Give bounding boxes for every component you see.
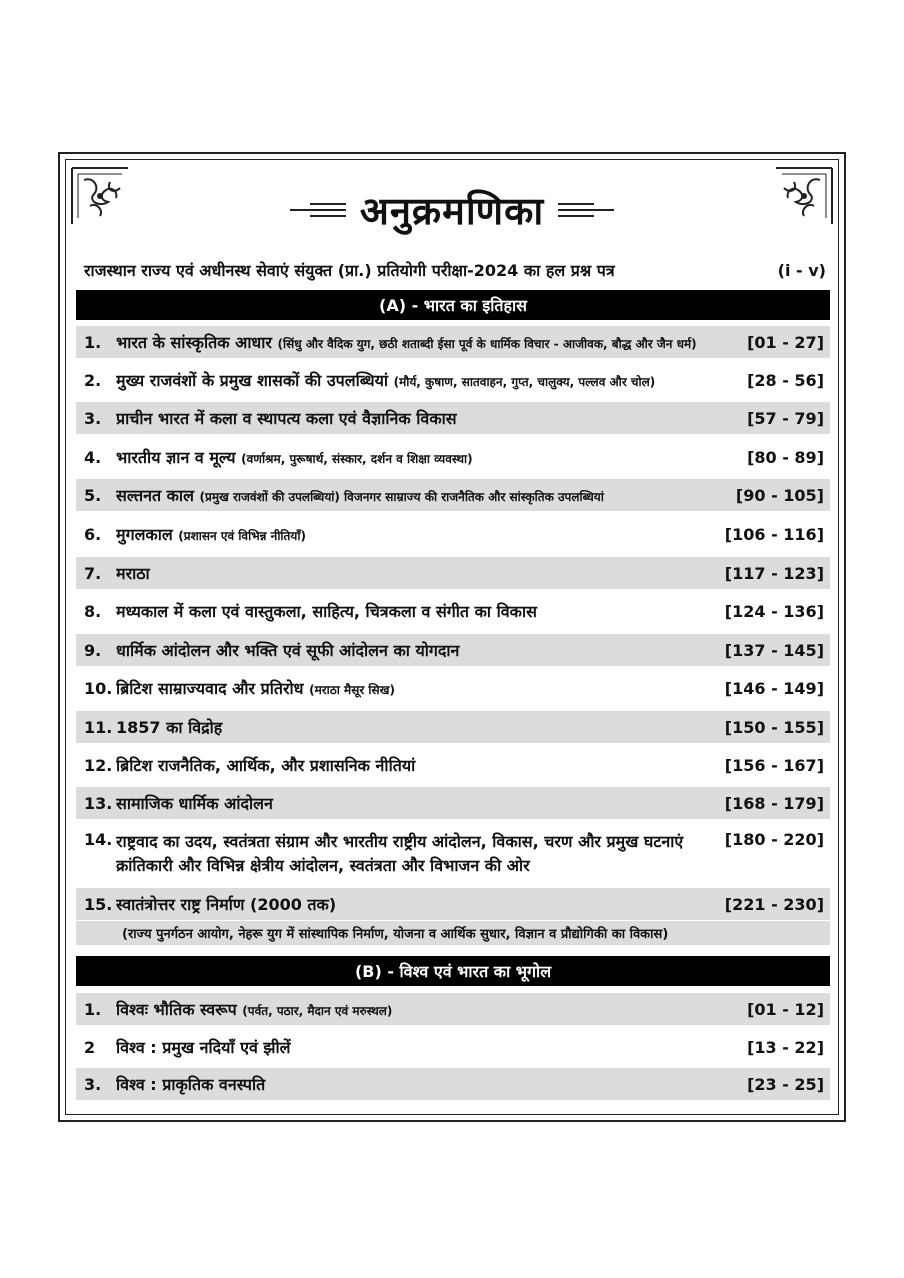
toc-row <box>76 1068 830 1100</box>
intro-text: राजस्थान राज्य एवं अधीनस्थ सेवाएं संयुक्त (प्रा.) प्रतियोगी परीक्षा-2024 का हल प्रश्न पत्र <box>84 261 615 280</box>
toc-row <box>76 326 830 358</box>
toc-pages: [90 - 105] <box>735 485 824 505</box>
toc-row <box>76 672 830 704</box>
toc-title: भारत के सांस्कृतिक आधार (सिंधु और वैदिक युग, छठी शताब्दी ईसा पूर्व के धार्मिक विचार - आजीवक, बौद्ध और जैन धर्म) <box>116 333 697 352</box>
toc-number: 2. <box>84 370 102 390</box>
toc-title: विश्व : प्राकृतिक वनस्पति <box>116 1075 266 1094</box>
toc-number: 1. <box>84 999 102 1019</box>
toc-title: मराठा <box>116 564 150 583</box>
toc-title: प्राचीन भारत में कला व स्थापत्य कला एवं वैज्ञानिक विकास <box>116 409 457 428</box>
toc-row <box>76 595 830 627</box>
toc-title: भारतीय ज्ञान व मूल्य (वर्णाश्रम, पुरूषार्थ, संस्कार, दर्शन व शिक्षा व्यवस्था) <box>116 448 473 467</box>
toc-row <box>76 364 830 396</box>
toc-pages: [01 - 12] <box>747 999 824 1019</box>
toc-pages: [150 - 155] <box>724 717 824 737</box>
corner-ornament-left-icon <box>70 166 130 226</box>
title-block <box>180 180 724 240</box>
toc-number: 3. <box>84 408 102 428</box>
toc-number: 4. <box>84 447 102 467</box>
toc-pages: [57 - 79] <box>747 408 824 428</box>
toc-number: 2 <box>84 1037 96 1057</box>
toc-pages: [137 - 145] <box>724 640 824 660</box>
toc-number: 6. <box>84 524 102 544</box>
section-a-header: (A) - भारत का इतिहास <box>76 290 830 320</box>
toc-title: मुख्य राजवंशों के प्रमुख शासकों की उपलब्धियां (मौर्य, कुषाण, सातवाहन, गुप्त, चालुक्य, पल्लव और चोल) <box>116 371 656 390</box>
toc-row <box>76 787 830 819</box>
toc-pages: [117 - 123] <box>724 563 824 583</box>
toc-title: ब्रिटिश साम्राज्यवाद और प्रतिरोध (मराठा मैसूर सिख) <box>116 679 395 698</box>
toc-pages: [28 - 56] <box>747 370 824 390</box>
toc-row <box>76 826 830 880</box>
toc-title: मुगलकाल (प्रशासन एवं विभिन्न नीतियाँ) <box>116 525 306 544</box>
toc-number: 10. <box>84 678 113 698</box>
toc-row <box>76 993 830 1025</box>
toc-pages: [13 - 22] <box>747 1037 824 1057</box>
toc-number: 1. <box>84 332 102 352</box>
corner-ornament-right-icon <box>774 166 834 226</box>
toc-number: 3. <box>84 1074 102 1094</box>
toc-pages: [01 - 27] <box>747 332 824 352</box>
toc-pages: [80 - 89] <box>747 447 824 467</box>
toc-title: स्वातंत्रोत्तर राष्ट्र निर्माण (2000 तक) <box>116 895 337 914</box>
toc-number: 13. <box>84 793 113 813</box>
toc-row <box>76 888 830 920</box>
toc-row <box>76 441 830 473</box>
toc-number: 9. <box>84 640 102 660</box>
toc-pages: [156 - 167] <box>724 755 824 775</box>
intro-row <box>84 256 826 284</box>
toc-number: 12. <box>84 755 113 775</box>
toc-pages: [180 - 220] <box>724 830 824 849</box>
toc-title: सामाजिक धार्मिक आंदोलन <box>116 794 273 813</box>
section-b-header: (B) - विश्व एवं भारत का भूगोल <box>76 956 830 986</box>
toc-title: सल्तनत काल (प्रमुख राजवंशों की उपलब्धियां) विजनगर साम्राज्य की राजनैतिक और सांस्कृतिक उपलब्धियां <box>116 486 604 505</box>
toc-title: राष्ट्रवाद का उदय, स्वतंत्रता संग्राम और भारतीय राष्ट्रीय आंदोलन, विकास, चरण और प्रमुख घटनाएं क्रांतिकारी और विभिन्न क्षेत्रीय आंदोलन, स्वतंत्रता और विभाजन की ओर <box>116 832 684 875</box>
toc-pages: [221 - 230] <box>724 894 824 914</box>
page-title: अनुक्रमणिका <box>359 189 545 233</box>
toc-title: मध्यकाल में कला एवं वास्तुकला, साहित्य, चित्रकला व संगीत का विकास <box>116 602 537 621</box>
toc-title: विश्वः भौतिक स्वरूप (पर्वत, पठार, मैदान एवं मरुस्थल) <box>116 1000 393 1019</box>
title-decoration-right <box>558 203 614 217</box>
toc-number: 11. <box>84 717 113 737</box>
title-decoration-left <box>290 203 346 217</box>
toc-title: विश्व : प्रमुख नदियाँ एवं झीलें <box>116 1038 291 1057</box>
toc-row <box>76 711 830 743</box>
toc-pages: [146 - 149] <box>724 678 824 698</box>
toc-row <box>76 402 830 434</box>
toc-row <box>76 1031 830 1063</box>
toc-pages: [124 - 136] <box>724 601 824 621</box>
intro-pages: (i - v) <box>777 260 826 280</box>
toc-number: 14. <box>84 830 113 849</box>
toc-title: ब्रिटिश राजनैतिक, आर्थिक, और प्रशासनिक नीतियां <box>116 756 416 775</box>
toc-row <box>76 749 830 781</box>
toc-row <box>76 518 830 550</box>
toc-number: 8. <box>84 601 102 621</box>
toc-row <box>76 479 830 511</box>
toc-title: धार्मिक आंदोलन और भक्ति एवं सूफी आंदोलन का योगदान <box>116 641 460 660</box>
toc-pages: [168 - 179] <box>724 793 824 813</box>
toc-note: (राज्य पुनर्गठन आयोग, नेहरू युग में सांस्थापिक निर्माण, योजना व आर्थिक सुधार, विज्ञान व प्रौद्योगिकी का विकास) <box>76 921 830 945</box>
toc-number: 5. <box>84 485 102 505</box>
toc-pages: [106 - 116] <box>724 524 824 544</box>
toc-number: 7. <box>84 563 102 583</box>
toc-row <box>76 634 830 666</box>
toc-row <box>76 557 830 589</box>
toc-title: 1857 का विद्रोह <box>116 718 223 737</box>
toc-number: 15. <box>84 894 113 914</box>
toc-pages: [23 - 25] <box>747 1074 824 1094</box>
